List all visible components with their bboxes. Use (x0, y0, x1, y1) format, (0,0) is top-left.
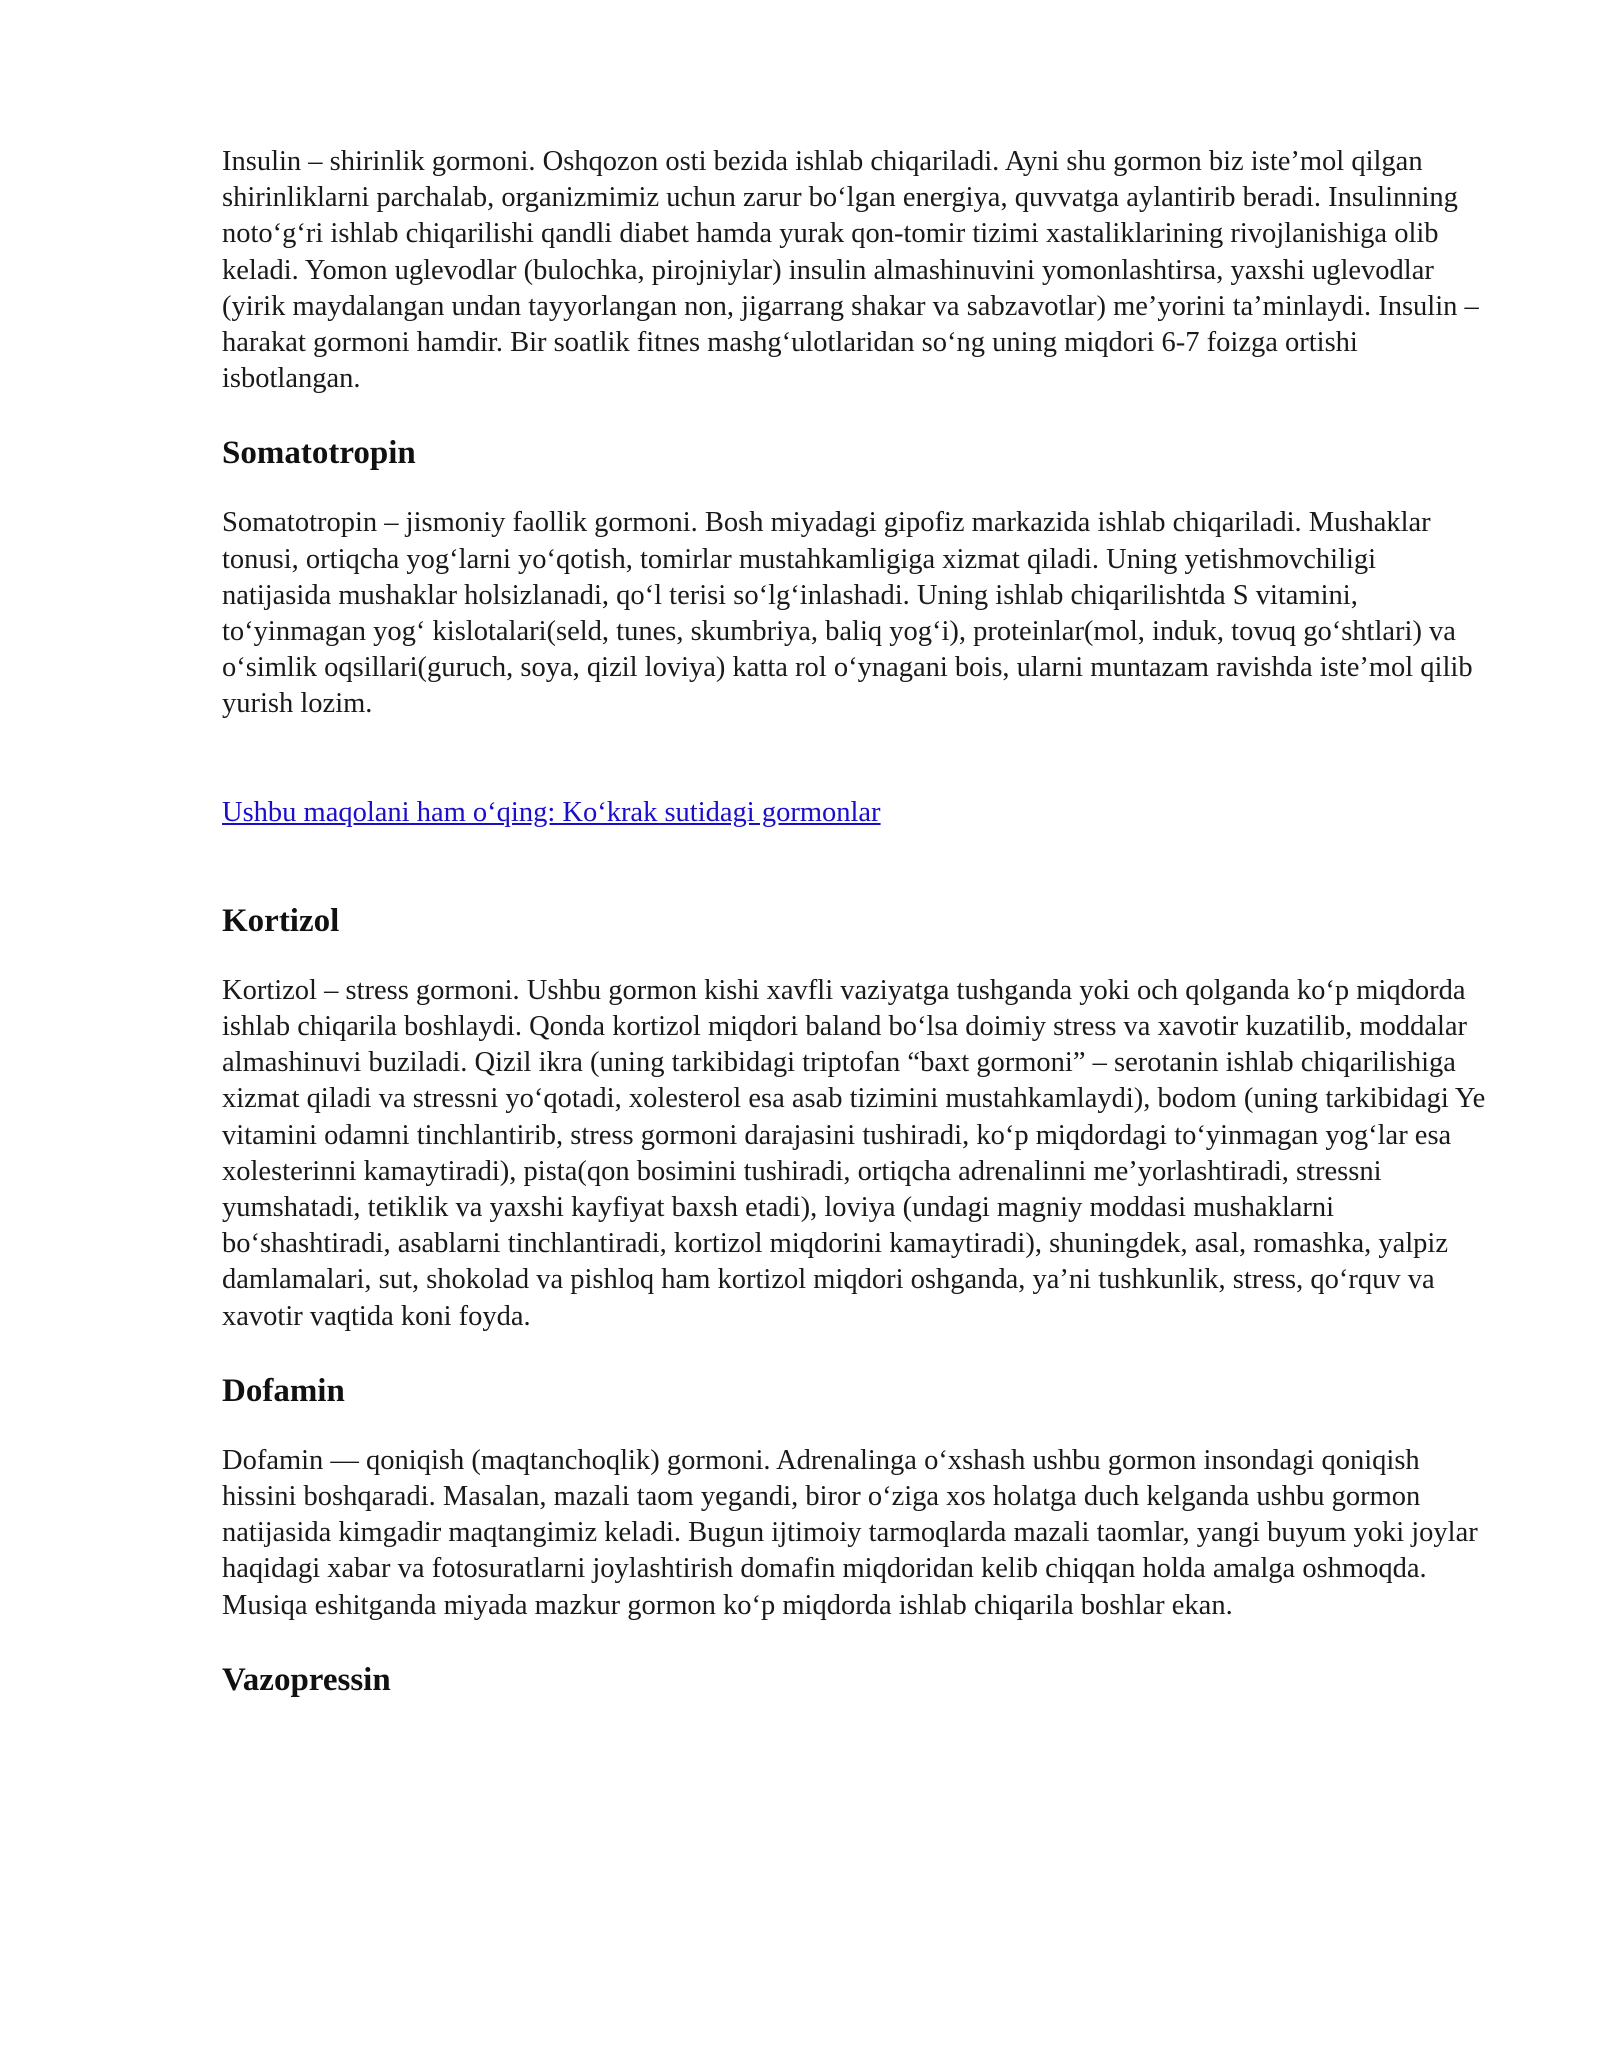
document-page (222, 144, 1492, 1700)
insulin-paragraph: Insulin – shirinlik gormoni. Oshqozon osti bezida ishlab chiqariladi. Ayni shu gormon biz iste’mol qilgan shirinliklarni parchalab, organizmimiz uchun zarur bo‘lgan energiya, quvvatga aylantirib beradi. Insulinning noto‘g‘ri ishlab chiqarilishi qandli diabet hamda yurak qon-tomir tizimi xastaliklarining rivojlanishiga olib keladi. Yomon uglevodlar (bulochka, pirojniylar) insulin almashinuvini yomonlashtirsa, yaxshi uglevodlar (yirik maydalangan undan tayyorlangan non, jigarrang shakar va sabzavotlar) me’yorini ta’minlaydi. Insulin – harakat gormoni hamdir. Bir soatlik fitnes mashg‘ulotlaridan so‘ng uning miqdori 6-7 foizga ortishi isbotlangan. (222, 146, 1479, 395)
dofamin-paragraph: Dofamin — qoniqish (maqtanchoqlik) gormoni. Adrenalinga o‘xshash ushbu gormon insondagi qoniqish hissini boshqaradi. Masalan, mazali taom yegandi, biror o‘ziga xos holatga duch kelganda ushbu gormon natijasida kimgadir maqtangimiz keladi. Bugun ijtimoiy tarmoqlarda mazali taomlar, yangi buyum yoki joylar haqidagi xabar va fotosuratlarni joylashtirish domafin miqdoridan kelib chiqqan holda amalga oshmoqda. Musiqa eshitganda miyada mazkur gormon ko‘p miqdorda ishlab chiqarila boshlar ekan. (222, 1444, 1478, 1621)
related-article (222, 795, 1492, 831)
somatotropin-heading: Somatotropin (222, 435, 416, 472)
kortizol-paragraph: Kortizol – stress gormoni. Ushbu gormon kishi xavfli vaziyatga tushganda yoki och qolganda ko‘p miqdorda ishlab chiqarila boshlaydi. Qonda kortizol miqdori baland bo‘lsa doimiy stress va xavotir kuzatilib, moddalar almashinuvi buziladi. Qizil ikra (uning tarkibidagi triptofan “baxt gormoni” – serotanin ishlab chiqarilishiga xizmat qiladi va stressni yo‘qotadi, xolesterol esa asab tizimini mustahkamlaydi), bodom (uning tarkibidagi Ye vitamini odamni tinchlantirib, stress gormoni darajasini tushiradi, ko‘p miqdordagi to‘yinmagan yog‘lar esa xolesterinni kamaytiradi), pista(qon bosimini tushiradi, ortiqcha adrenalinni me’yorlashtiradi, stressni yumshatadi, tetiklik va yaxshi kayfiyat baxsh etadi), loviya (undagi magniy moddasi mushaklarni bo‘shashtiradi, asablarni tinchlantiradi, kortizol miqdorini kamaytiradi), shuningdek, asal, romashka, yalpiz damlamalari, sut, shokolad va pishloq ham kortizol miqdori oshganda, ya’ni tushkunlik, stress, qo‘rquv va xavotir vaqtida koni foyda. (222, 974, 1486, 1332)
kortizol-heading: Kortizol (222, 902, 340, 939)
dofamin-heading: Dofamin (222, 1372, 345, 1409)
related-article-link[interactable]: Ushbu maqolani ham o‘qing: Ko‘krak sutidagi gormonlar (222, 796, 881, 828)
somatotropin-paragraph: Somatotropin – jismoniy faollik gormoni. Bosh miyadagi gipofiz markazida ishlab chiqariladi. Mushaklar tonusi, ortiqcha yog‘larni yo‘qotish, tomirlar mustahkamligiga xizmat qiladi. Uning yetishmovchiligi natijasida mushaklar holsizlanadi, qo‘l terisi so‘lg‘inlashadi. Uning ishlab chiqarilishtda S vitamini, to‘yinmagan yog‘ kislotalari(seld, tunes, skumbriya, baliq yog‘i), proteinlar(mol, induk, tovuq go‘shtlari) va o‘simlik oqsillari(guruch, soya, qizil loviya) katta rol o‘ynagani bois, ularni muntazam ravishda iste’mol qilib yurish lozim. (222, 507, 1473, 720)
vazopressin-heading: Vazopressin (222, 1661, 391, 1698)
